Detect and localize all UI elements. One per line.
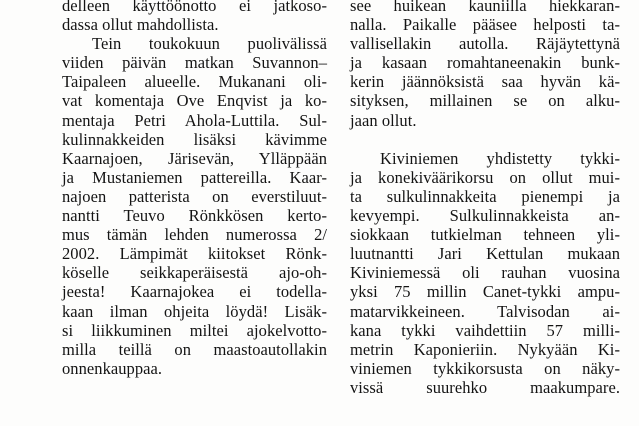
text-line: nantti Teuvo Rönkkösen kerto- (62, 206, 327, 226)
text-line: Kiviniemessä oli rauhan vuosina (350, 263, 620, 283)
text-line: si liikkuminen miltei ajokelvotto- (62, 320, 327, 340)
text-line: viniemen tykkikorsusta on näky- (350, 358, 620, 378)
text-line: köselle seikkaperäisestä ajo-oh- (62, 263, 327, 283)
text-line: sityksen, millainen se on alku- (350, 91, 620, 111)
text-line: mus tämän lehden numerossa 2/ (62, 225, 327, 245)
blank-line (350, 130, 620, 149)
text-line: Kiviniemen yhdistetty tykki- (380, 148, 620, 168)
text-line: kaan ilman ohjeita löydä! Lisäk- (62, 301, 327, 321)
text-line: kerin jäännöksistä saa hyvän kä- (350, 72, 620, 92)
text-line: najoen patterista on everstiluut- (62, 186, 327, 206)
text-line: kevyempi. Sulkulinnakkeista an- (350, 206, 620, 226)
text-line: mentaja Petri Ahola-Luttila. Sul- (62, 110, 327, 130)
right-column (350, 0, 620, 397)
text-line: Taipaleen alueelle. Mukanani oli- (62, 72, 327, 92)
text-line: see huikean kauniilla hiekkaran- (350, 0, 620, 15)
text-line: siokkaan tutkielman tehneen yli- (350, 225, 620, 245)
text-line: ja kasaan romahtaneenakin bunk- (350, 53, 620, 73)
text-line: milla teillä on maastoautollakin (62, 339, 327, 359)
text-line: Kaarnajoen, Järisevän, Ylläppään (62, 148, 327, 168)
text-line: vissä suurehko maakumpare. (350, 377, 620, 397)
text-line: ja Mustaniemen pattereilla. Kaar- (62, 167, 327, 187)
text-line: kulinnakkeiden lisäksi kävimme (62, 129, 327, 149)
text-line: ta sulkulinnakkeita pienempi ja (350, 186, 620, 206)
text-line: viiden päivän matkan Suvannon– (62, 53, 327, 73)
text-line: matarvikkeineen. Talvisodan ai- (350, 301, 620, 321)
text-line: delleen käyttöönotto ei jatkoso- (62, 0, 327, 15)
text-line: yksi 75 millin Canet-tykki ampu- (350, 282, 620, 302)
text-line: jaan ollut. (350, 110, 417, 130)
text-line: 2002. Lämpimät kiitokset Rönk- (62, 244, 327, 264)
text-line: onnenkauppaa. (62, 358, 163, 378)
text-line: Tein toukokuun puolivälissä (92, 34, 327, 54)
text-line: jeesta! Kaarnajokea ei todella- (62, 282, 327, 302)
text-line: dassa ollut mahdollista. (62, 15, 219, 35)
text-line: luutnantti Jari Kettulan mukaan (350, 244, 620, 264)
text-line: kana tykki vaihdettiin 57 milli- (350, 320, 620, 340)
left-column (62, 0, 327, 378)
text-line: ja konekiväärikorsu on ollut mui- (350, 167, 620, 187)
text-line: nalla. Paikalle pääsee helposti ta- (350, 15, 620, 35)
text-line: vallisellakin autolla. Räjäytettynä (350, 34, 620, 54)
text-line: metrin Kaponieriin. Nykyään Ki- (350, 339, 620, 359)
text-line: vat komentaja Ove Enqvist ja ko- (62, 91, 327, 111)
